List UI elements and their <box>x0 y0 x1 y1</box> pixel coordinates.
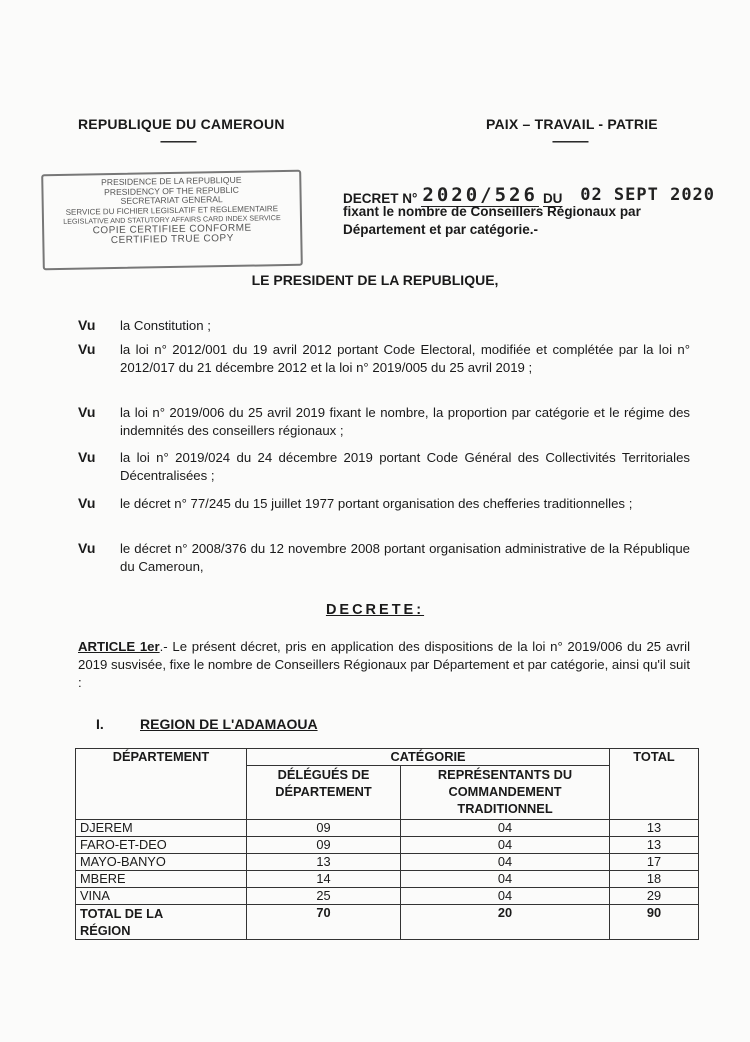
cell-delegues: 25 <box>247 888 401 905</box>
councillors-table <box>75 748 699 940</box>
cell-representants: 04 <box>401 871 610 888</box>
certification-stamp <box>41 170 303 271</box>
cell-total: 17 <box>610 854 699 871</box>
stamp-line: PRESIDENCE DE LA REPUBLIQUE <box>101 174 242 188</box>
cell-total-label: TOTAL DE LA RÉGION <box>76 905 247 940</box>
header-categorie: CATÉGORIE <box>247 749 610 766</box>
header-departement: DÉPARTEMENT <box>76 749 247 820</box>
table-row <box>76 854 699 871</box>
cell-total: 29 <box>610 888 699 905</box>
stamp-line: CERTIFIED TRUE COPY <box>110 232 234 246</box>
cell-dept: MAYO-BANYO <box>76 854 247 871</box>
header-total: TOTAL <box>610 749 699 820</box>
cell-total: 13 <box>610 837 699 854</box>
cell-dept: DJEREM <box>76 820 247 837</box>
table-total-row <box>76 905 699 940</box>
stamp-line: PRESIDENCY OF THE REPUBLIC <box>103 184 239 197</box>
vu-label: Vu <box>78 404 96 420</box>
cell-representants: 04 <box>401 854 610 871</box>
table-row <box>76 871 699 888</box>
stamp-line: LEGISLATIVE AND STATUTORY AFFAIRS CARD INDEX SERVICE <box>63 213 281 227</box>
cell-total: 18 <box>610 871 699 888</box>
vu-label: Vu <box>78 449 96 465</box>
stamp-line: COPIE CERTIFIEE CONFORME <box>92 222 252 237</box>
header-delegues: DÉLÉGUÉS DE DÉPARTEMENT <box>247 766 401 820</box>
cell-dept: MBERE <box>76 871 247 888</box>
vu-item: le décret n° 77/245 du 15 juillet 1977 portant organisation des chefferies traditionnelles ; <box>120 496 633 511</box>
vu-label: Vu <box>78 540 96 556</box>
stamp-line: SECRETARIAT GENERAL <box>120 194 223 207</box>
cell-representants: 04 <box>401 888 610 905</box>
decrete-text: DECRETE: <box>325 602 425 618</box>
president-heading: LE PRESIDENT DE LA REPUBLIQUE, <box>251 272 499 288</box>
motto-title: PAIX – TRAVAIL - PATRIE <box>486 116 658 132</box>
cell-total: 13 <box>610 820 699 837</box>
vu-label: Vu <box>78 317 96 333</box>
vu-item: la loi n° 2012/001 du 19 avril 2012 portant Code Electoral, modifiée et complétée par la loi n° 2012/017 du 21 décembre 2012 et la loi n° 2019/005 du 25 avril 2019 ; <box>120 342 690 375</box>
vu-item: le décret n° 2008/376 du 12 novembre 2008 portant organisation administrative de la République du Cameroun, <box>120 541 690 574</box>
cell-representants: 04 <box>401 837 610 854</box>
cell-total-total: 90 <box>610 905 699 940</box>
decrete-heading <box>0 602 750 618</box>
table-row <box>76 820 699 837</box>
country-title-dashes: ------------ <box>160 134 196 148</box>
cell-total-representants: 20 <box>401 905 610 940</box>
vu-item: la loi n° 2019/006 du 25 avril 2019 fixant le nombre, la proportion par catégorie et le régime des indemnités des conseillers régionaux ; <box>120 405 690 438</box>
stamp-line: SERVICE DU FICHIER LEGISLATIF ET REGLEMENTAIRE <box>65 203 279 217</box>
vu-item: la Constitution ; <box>120 318 211 333</box>
article-label: ARTICLE 1er <box>78 639 160 654</box>
table-row <box>76 888 699 905</box>
article-1 <box>78 638 690 692</box>
table-header-row <box>76 749 699 766</box>
decret-label: DECRET N° <box>343 191 418 206</box>
cell-delegues: 09 <box>247 837 401 854</box>
motto-title-dashes: ------------ <box>552 134 588 148</box>
table-row <box>76 837 699 854</box>
cell-representants: 04 <box>401 820 610 837</box>
article-text: .- Le présent décret, pris en application des dispositions de la loi n° 2019/006 du 25 avril 2019 susvisée, fixe le nombre de Conseillers Régionaux par Département et par catégorie, ainsi qu'il suit : <box>78 639 691 690</box>
decret-number: 2020/526 <box>422 184 538 206</box>
decret-du-label: DU <box>542 191 563 206</box>
cell-delegues: 14 <box>247 871 401 888</box>
vu-item: la loi n° 2019/024 du 24 décembre 2019 portant Code Général des Collectivités Territoriales Décentralisées ; <box>120 450 690 483</box>
cell-delegues: 13 <box>247 854 401 871</box>
vu-label: Vu <box>78 495 96 511</box>
header-representants: REPRÉSENTANTS DU COMMANDEMENT TRADITIONNEL <box>401 766 610 820</box>
vu-label: Vu <box>78 341 96 357</box>
region-number: I. <box>96 716 104 732</box>
cell-dept: FARO-ET-DEO <box>76 837 247 854</box>
cell-total-delegues: 70 <box>247 905 401 940</box>
decret-subject: fixant le nombre de Conseillers Régionaux par Département et par catégorie.- <box>343 204 641 237</box>
cell-delegues: 09 <box>247 820 401 837</box>
country-title: REPUBLIQUE DU CAMEROUN <box>78 116 285 132</box>
decret-date: 02 SEPT 2020 <box>580 185 716 205</box>
region-title: REGION DE L'ADAMAOUA <box>140 716 318 732</box>
cell-dept: VINA <box>76 888 247 905</box>
